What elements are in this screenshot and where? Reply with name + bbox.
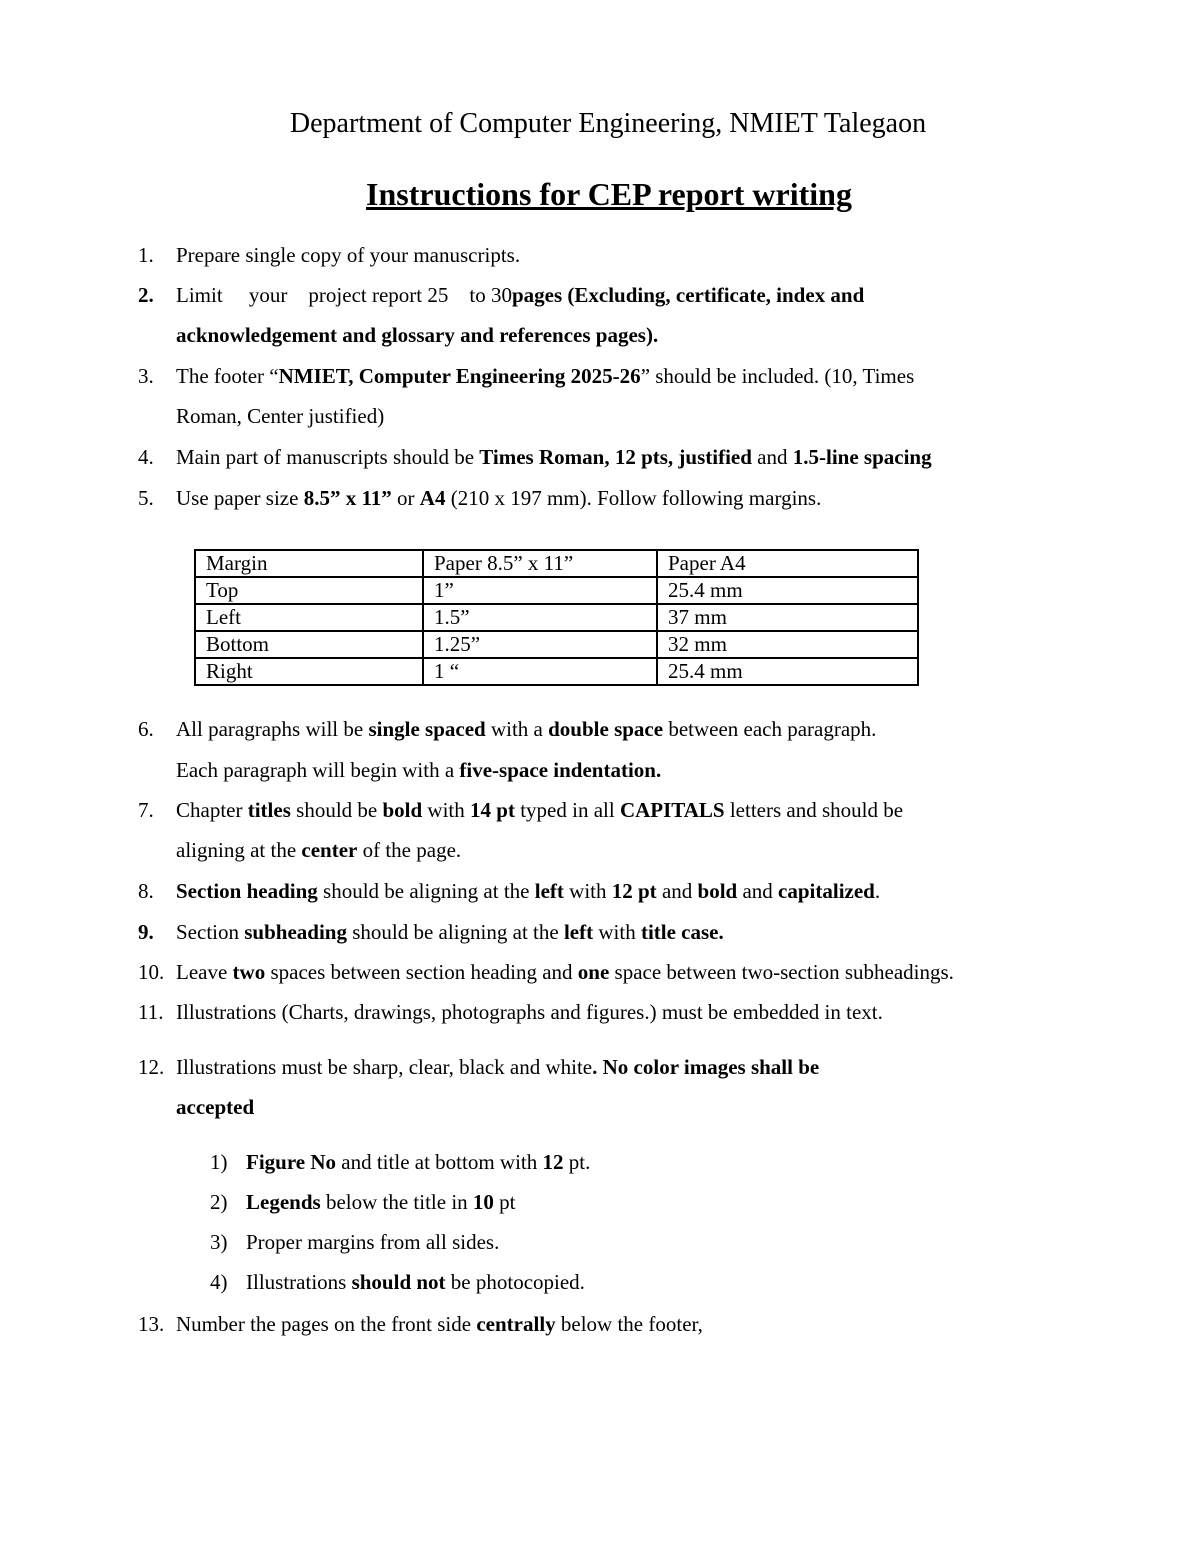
sub-item-number: 4)	[210, 1270, 228, 1294]
item-number: 8.	[138, 879, 154, 903]
instruction-2	[138, 280, 865, 310]
item-number: 7.	[138, 798, 154, 822]
table-cell: Top	[195, 577, 423, 604]
item-text-bold: center	[301, 838, 358, 862]
item-text-bold: A4	[419, 486, 446, 510]
item-text-bold: 14 pt	[470, 798, 515, 822]
item-text: between each paragraph.	[663, 717, 877, 741]
item-text: Main part of manuscripts should be	[176, 445, 480, 469]
item-text-bold: centrally	[476, 1312, 556, 1336]
table-cell: Bottom	[195, 631, 423, 658]
item-text-bold: titles	[247, 798, 291, 822]
instruction-11	[138, 997, 883, 1027]
item-number: 6.	[138, 717, 154, 741]
department-heading: Department of Computer Engineering, NMIET Talegaon	[289, 108, 927, 139]
item-text-bold: single spaced	[368, 717, 486, 741]
instruction-7	[138, 795, 904, 825]
instruction-12-cont	[176, 1092, 254, 1122]
table-cell: 37 mm	[657, 604, 918, 631]
item-text: space between two-section subheadings.	[609, 960, 954, 984]
item-text-bold: . No color images shall be	[592, 1055, 820, 1079]
table-header-cell: Margin	[195, 550, 423, 577]
sub-item-3	[210, 1227, 500, 1257]
instruction-6	[138, 714, 877, 744]
item-text: and title at bottom with	[336, 1150, 543, 1174]
item-text: project report 25	[308, 283, 449, 307]
item-text: and	[751, 445, 793, 469]
document-title: Instructions for CEP report writing	[366, 176, 852, 212]
item-text: All paragraphs will be	[176, 717, 369, 741]
item-text: with	[593, 920, 641, 944]
item-text: Section	[176, 920, 245, 944]
item-text: Each paragraph will begin with a	[176, 758, 460, 782]
item-text: Use paper size	[176, 486, 304, 510]
table-cell: 25.4 mm	[657, 577, 918, 604]
instruction-4	[138, 442, 932, 472]
sub-item-number: 3)	[210, 1230, 228, 1254]
item-number: 12.	[138, 1055, 165, 1079]
item-text: to 30	[469, 283, 512, 307]
table-cell: 1.5”	[423, 604, 657, 631]
table-cell: 1 “	[423, 658, 657, 685]
item-text: of the page.	[357, 838, 462, 862]
item-text: aligning at the	[176, 838, 302, 862]
item-text: Leave	[176, 960, 233, 984]
item-text-bold: Figure No	[246, 1150, 337, 1174]
item-text: be photocopied.	[445, 1270, 585, 1294]
table-header-cell: Paper A4	[657, 550, 918, 577]
table-cell: 1”	[423, 577, 657, 604]
item-text-bold: CAPITALS	[619, 798, 725, 822]
table-row	[195, 658, 918, 685]
item-text: .	[874, 879, 881, 903]
item-text: your	[248, 283, 288, 307]
table-cell: Left	[195, 604, 423, 631]
item-text-bold: five-space indentation.	[459, 758, 662, 782]
instruction-6-cont	[176, 755, 661, 785]
table-cell: 32 mm	[657, 631, 918, 658]
item-text: below the footer,	[555, 1312, 703, 1336]
item-text-bold: 1.5-line spacing	[792, 445, 932, 469]
item-text-bold: title case.	[640, 920, 724, 944]
item-text: (210 x 197 mm). Follow following margins.	[445, 486, 822, 510]
item-text-bold: subheading	[244, 920, 347, 944]
item-number: 3.	[138, 364, 154, 388]
item-text: and	[656, 879, 698, 903]
item-text: typed in all	[514, 798, 620, 822]
item-number: 5.	[138, 486, 154, 510]
item-text-bold: 10	[472, 1190, 494, 1214]
instruction-13	[138, 1309, 703, 1339]
item-text-bold: bold	[697, 879, 738, 903]
item-number: 10.	[138, 960, 165, 984]
item-text: should be aligning at the	[346, 920, 564, 944]
instruction-12	[138, 1052, 820, 1082]
table-cell: 25.4 mm	[657, 658, 918, 685]
item-text-bold: pages (Excluding, certificate, index and	[511, 283, 865, 307]
item-text-bold: left	[534, 879, 564, 903]
item-text: below the title in	[320, 1190, 473, 1214]
table-header-cell: Paper 8.5” x 11”	[423, 550, 657, 577]
item-number: 2.	[138, 283, 154, 307]
instruction-7-cont	[176, 835, 461, 865]
instruction-5	[138, 483, 822, 513]
table-row	[195, 631, 918, 658]
instruction-3	[138, 361, 915, 391]
margin-table	[194, 549, 919, 686]
item-text-bold: 12	[542, 1150, 564, 1174]
item-text-bold: 12 pt	[611, 879, 657, 903]
instruction-2-cont	[176, 320, 658, 350]
item-text-bold: double space	[548, 717, 664, 741]
item-text: Illustrations	[246, 1270, 352, 1294]
table-cell: Right	[195, 658, 423, 685]
item-text: and	[737, 879, 779, 903]
item-text: The footer “	[176, 364, 279, 388]
item-text: Roman, Center justified)	[176, 404, 385, 428]
item-text-bold: accepted	[176, 1095, 255, 1119]
item-text-bold: acknowledgement and glossary and references pages).	[176, 323, 659, 347]
item-text: should be aligning at the	[317, 879, 535, 903]
sub-item-4	[210, 1267, 585, 1297]
item-text: Illustrations (Charts, drawings, photographs and figures.) must be embedded in text.	[176, 1000, 883, 1024]
instruction-1	[138, 240, 521, 270]
item-text-bold: Legends	[246, 1190, 321, 1214]
item-text: Illustrations must be sharp, clear, black and white	[176, 1055, 593, 1079]
item-text-bold: two	[232, 960, 266, 984]
item-number: 11.	[138, 1000, 164, 1024]
item-text: spaces between section heading and	[265, 960, 578, 984]
item-number: 1.	[138, 243, 154, 267]
item-number: 13.	[138, 1312, 165, 1336]
table-row	[195, 604, 918, 631]
item-number: 4.	[138, 445, 154, 469]
item-text: pt	[493, 1190, 516, 1214]
sub-item-number: 1)	[210, 1150, 228, 1174]
sub-item-1	[210, 1147, 591, 1177]
item-text: Chapter	[176, 798, 248, 822]
instruction-10	[138, 957, 954, 987]
sub-item-number: 2)	[210, 1190, 228, 1214]
table-row	[195, 577, 918, 604]
item-text-bold: should not	[351, 1270, 446, 1294]
item-text: Number the pages on the front side	[176, 1312, 477, 1336]
item-text-bold: one	[577, 960, 610, 984]
item-text-bold: Section heading	[176, 879, 318, 903]
item-number: 9.	[138, 920, 154, 944]
item-text: Proper margins from all sides.	[246, 1230, 500, 1254]
instruction-9	[138, 917, 724, 947]
instruction-8	[138, 876, 881, 906]
item-text: letters and should be	[724, 798, 904, 822]
instruction-3-cont	[176, 401, 384, 431]
item-text: or	[391, 486, 420, 510]
item-text-bold: Times Roman, 12 pts, justified	[479, 445, 752, 469]
sub-item-2	[210, 1187, 516, 1217]
table-cell: 1.25”	[423, 631, 657, 658]
item-text: pt.	[563, 1150, 591, 1174]
item-text-bold: 8.5” x 11”	[303, 486, 392, 510]
item-text-bold: left	[563, 920, 594, 944]
item-text: Prepare single copy of your manuscripts.	[176, 243, 521, 267]
item-text-bold: bold	[382, 798, 423, 822]
item-text: ” should be included. (10, Times	[640, 364, 915, 388]
item-text: with	[563, 879, 612, 903]
item-text-bold: capitalized	[778, 879, 875, 903]
table-header-row	[195, 550, 918, 577]
item-text: Limit	[176, 283, 223, 307]
item-text: with a	[485, 717, 549, 741]
item-text-bold: NMIET, Computer Engineering 2025-26	[278, 364, 641, 388]
item-text: should be	[290, 798, 383, 822]
item-text: with	[422, 798, 471, 822]
